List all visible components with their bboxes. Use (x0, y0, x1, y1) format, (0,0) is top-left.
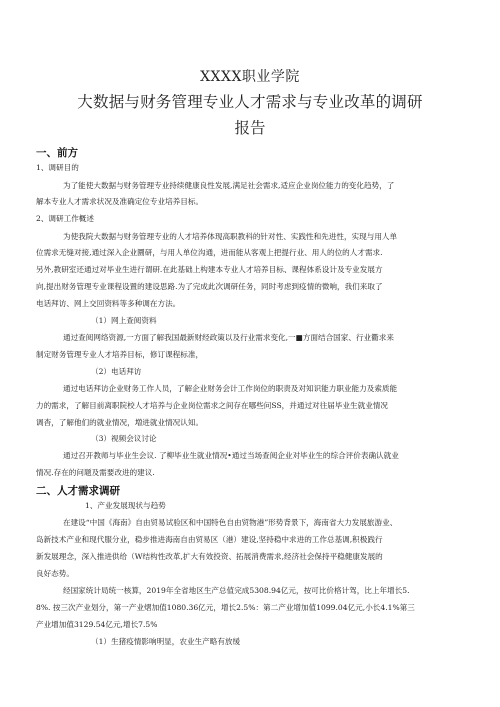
paragraph-line: 为使我院大数据与财务管理专业的人才培养体现高职教科的针对性、实践性和先进性，实现与用人单 (63, 232, 398, 241)
section-heading-preface: 一、前方 (36, 147, 78, 159)
paragraph-line: 调杳，了解他们的就业情况，増进就业情况认知。 (36, 418, 204, 427)
paragraph-line: 力的需求，了解目前离职院校人才培养与企业岗位需求之间存在哪些问SS，并通过对往届毕业生就业情况 (36, 401, 388, 410)
paragraph-line: 新发展理念，深入推进供给（W结构性改革,扩大有效投资、拓展消费需求,经济社会保持平稳健康发展的 (36, 552, 383, 561)
paragraph-line: 8%. 按三次产业划分，第一产业熠加值1080.36亿元，增长2.5%：第二产业增加值1099.04亿元,小长4.1%第三 (36, 603, 415, 612)
report-title-line1: 大数据与财务管理专业人才需求与专业改革的调研 (77, 93, 423, 111)
paragraph-line: 岛新技术产业和现代服分业，稳步推进海南自由贸易区（港）建设,坚持稳中求进的工作总基调,积极践行 (36, 535, 383, 544)
paragraph-line: 通过召开教师与毕业生会议. 了柳毕业生就业情况•通过当场查阅企业对毕业生的综合评价表确认就业 (63, 451, 399, 460)
sub-heading-phone: （2）电话拜访 (91, 367, 142, 376)
report-title-line2: 报告 (234, 119, 266, 137)
paragraph-line: 经国家统计局统一核算，2019年全省地区生产总值完成5308.94亿元，按可比价格计驾，比上年增长5. (63, 586, 410, 595)
paragraph-line: 解本专业人才需求状况及准确定位专业培养目标。 (36, 197, 204, 206)
paragraph-line: 制定财务管理专业人才培养目标，修订课程标准， (36, 350, 204, 359)
paragraph-line: 产业增加值3129.54亿元,增长7.5% (36, 620, 158, 629)
paragraph-line: 另外,教研室还通过对毕业生进行谓研.在此基础上构建本专业人才培养目标、课程体系设计及专业发展方 (36, 265, 383, 274)
sub-heading-agriculture: （1）生猪疫情影响明显，农业生产略有放缓 (91, 637, 241, 646)
paragraph-line: 为了能使大数据与财务管理专业持续健康良性发展,满足社会需求,适应企业岗位能力的变化趋势，了 (63, 181, 395, 190)
paragraph-line: 在建设“中国《海南》自由贸易试验区和中国特色自由贸物港”形势背景下，海南省大力发展旅游业、 (63, 518, 398, 527)
school-name: XXXX职业学院 (200, 69, 300, 85)
item-heading-overview: 2、调研工作概述 (36, 214, 94, 223)
sub-heading-online: （1）网上查阅资料 (91, 316, 157, 325)
sub-heading-video: （3）视频会议讨论 (91, 434, 157, 443)
paragraph-line: 情况.存在的问题及需要改进的建议. (36, 468, 155, 477)
paragraph-line: 通过查阅网络资源,一方面了解我国最新财经政策以及行业需求变化,一■方面结合国家、行业衢求来 (63, 333, 394, 342)
paragraph-line: 电话拜访、网上交回资料等多种调在方法。 (36, 299, 181, 308)
paragraph-line: 通过电话拜访企业财务工作人员，了解企业财务会计工作岗位的职责及对知识能力职业能力及索质能 (63, 384, 398, 393)
paragraph-line: 良好态势。 (36, 569, 74, 578)
paragraph-line: 向,提出财务管理专业课程设置的建设思路.为了完成此次调研任务，同时考虑到疫情的微响，我们来取了 (36, 282, 383, 291)
item-heading-purpose: 1、调研目的 (36, 163, 79, 172)
section-heading-demand: 二、人才需求调研 (36, 485, 120, 497)
item-heading-industry: 1、产业发展现状与趋势 (85, 501, 166, 510)
paragraph-line: 位需求无缝对接,通过深入企业圜研，与用人单位沟通，进而能从客观上把提行业、用人的位的人才需求. (36, 248, 383, 257)
